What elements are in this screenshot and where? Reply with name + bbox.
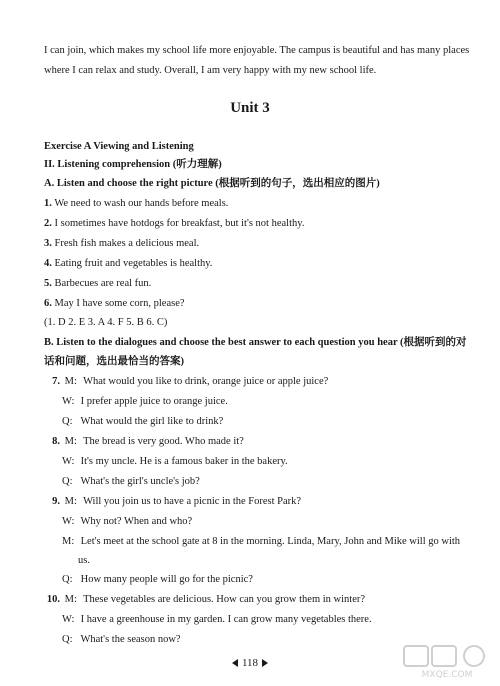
item-number: 5. [44, 278, 52, 289]
dialogue-text: Let's meet at the school gate at 8 in the morning. Linda, Mary, John and Mike will go with [80, 536, 461, 547]
speaker-label: M: [64, 496, 77, 507]
item-number: 9. [52, 496, 60, 507]
speaker-label: W: [62, 516, 75, 527]
speaker-label: Q: [62, 476, 73, 487]
speaker-label: M: [62, 536, 75, 547]
item-number: 8. [52, 436, 60, 447]
dialogue-text: Will you join us to have a picnic in the Forest Park? [83, 496, 302, 507]
speaker-label: W: [62, 456, 75, 467]
page-number-text: 118 [241, 657, 259, 669]
dialogue-text: What would you like to drink, orange juice or apple juice? [83, 376, 329, 387]
list-item [44, 297, 185, 311]
dialogue-line [62, 515, 192, 529]
dialogue-text: These vegetables are delicious. How can you grow them in winter? [83, 594, 366, 605]
dialogue-line [62, 535, 460, 549]
speaker-label: M: [64, 436, 77, 447]
item-text: Barbecues are real fun. [54, 278, 152, 289]
item-number: 4. [44, 258, 52, 269]
unit-title: Unit 3 [230, 100, 270, 116]
item-text: I sometimes have hotdogs for breakfast, but it's not healthy. [54, 218, 305, 229]
dialogue-line [44, 495, 301, 509]
dialogue-text: What's the season now? [80, 634, 181, 645]
dialogue-line [44, 435, 244, 449]
dialogue-text: us. [78, 555, 90, 566]
list-item [44, 197, 228, 211]
triangle-left-icon [232, 659, 238, 667]
dialogue-line [62, 455, 288, 469]
speaker-label: M: [64, 594, 77, 605]
section-heading: II. Listening comprehension (听力理解) [44, 159, 222, 170]
speaker-label: W: [62, 396, 75, 407]
exercise-heading: Exercise A Viewing and Listening [44, 141, 194, 152]
speaker-label: M: [64, 376, 77, 387]
intro-line-1: I can join, which makes my school life more enjoyable. The campus is beautiful and has many places [44, 45, 470, 56]
dialogue-line [62, 415, 223, 429]
dialogue-text: It's my uncle. He is a famous baker in the bakery. [80, 456, 288, 467]
speaker-label: Q: [62, 416, 73, 427]
speaker-label: Q: [62, 574, 73, 585]
item-text: Fresh fish makes a delicious meal. [54, 238, 200, 249]
dialogue-text: I prefer apple juice to orange juice. [80, 396, 228, 407]
list-item [44, 277, 151, 291]
item-number: 2. [44, 218, 52, 229]
item-text: May I have some corn, please? [54, 298, 185, 309]
list-item [44, 257, 212, 271]
answer-key: (1. D 2. E 3. A 4. F 5. B 6. C) [44, 317, 168, 328]
dialogue-text: How many people will go for the picnic? [80, 574, 253, 585]
dialogue-line [62, 613, 372, 627]
watermark-text: MXQE.COM [421, 670, 473, 680]
speaker-label: Q: [62, 634, 73, 645]
list-item [44, 217, 304, 231]
dialogue-line [62, 573, 253, 587]
list-item [44, 237, 199, 251]
dialogue-line [78, 554, 90, 568]
intro-line-2: where I can relax and study. Overall, I am very happy with my new school life. [44, 65, 377, 76]
dialogue-line [62, 475, 200, 489]
item-number: 1. [44, 198, 52, 209]
dialogue-line [44, 375, 328, 389]
item-number: 7. [52, 376, 60, 387]
item-number: 6. [44, 298, 52, 309]
dialogue-line [62, 395, 228, 409]
watermark-logo-icon [402, 644, 492, 680]
item-number: 3. [44, 238, 52, 249]
dialogue-text: What's the girl's uncle's job? [80, 476, 200, 487]
speaker-label: W: [62, 614, 75, 625]
part-b-heading-line-1: B. Listen to the dialogues and choose the best answer to each question you hear (根据听到的对 [44, 337, 467, 348]
item-text: We need to wash our hands before meals. [54, 198, 229, 209]
dialogue-line [62, 633, 181, 647]
part-b-heading-line-2: 话和问题，选出最恰当的答案) [44, 356, 184, 367]
item-number: 10. [46, 594, 60, 605]
triangle-right-icon [262, 659, 268, 667]
part-a-heading: A. Listen and choose the right picture (根据听到的句子，选出相应的图片) [44, 178, 380, 189]
dialogue-text: I have a greenhouse in my garden. I can grow many vegetables there. [80, 614, 372, 625]
dialogue-text: Why not? When and who? [80, 516, 193, 527]
dialogue-text: What would the girl like to drink? [80, 416, 224, 427]
dialogue-line [44, 593, 365, 607]
dialogue-text: The bread is very good. Who made it? [83, 436, 244, 447]
item-text: Eating fruit and vegetables is healthy. [54, 258, 213, 269]
